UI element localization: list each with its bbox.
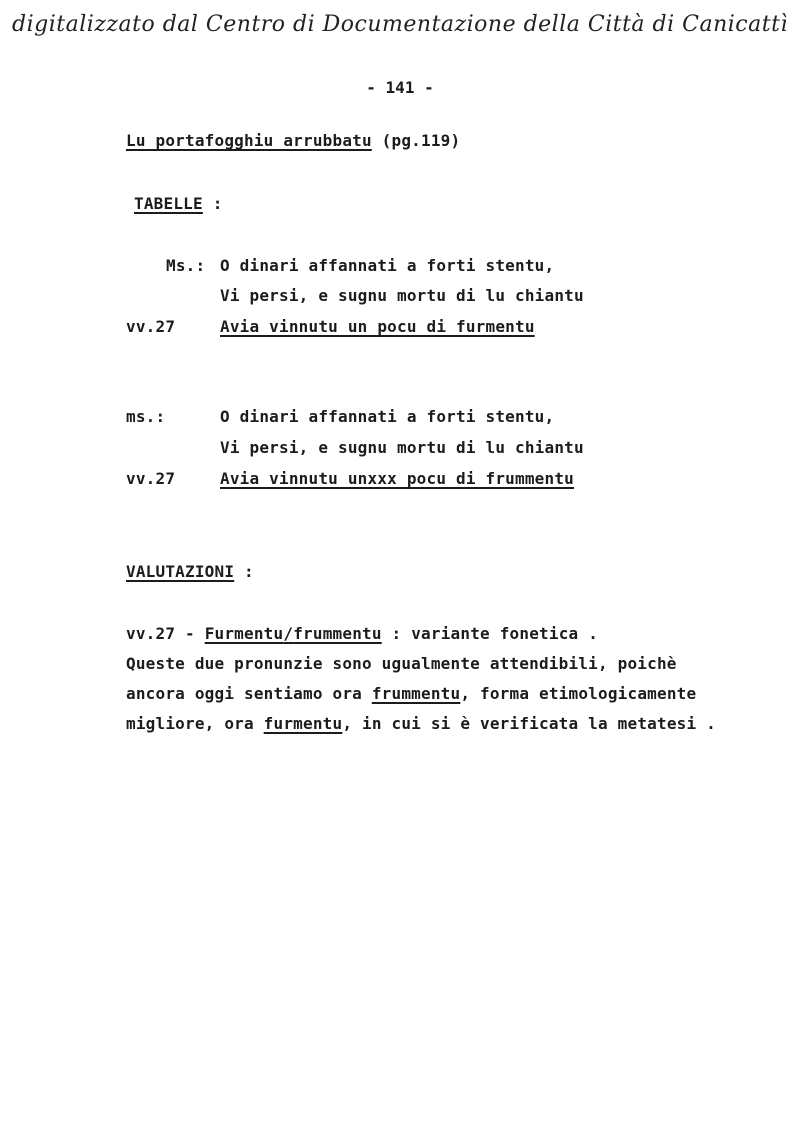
block2-line3 xyxy=(220,469,574,488)
valutazioni-line4 xyxy=(126,714,716,733)
valutazioni-line3 xyxy=(126,684,696,703)
valutazioni-rest: : variante fonetica . xyxy=(391,624,599,643)
valutazioni-line3-word: frummentu xyxy=(371,684,461,703)
block2-line3-end: pocu di frummentu xyxy=(397,469,574,488)
valutazioni-line2: Queste due pronunzie sono ugualmente attendibili, poichè xyxy=(126,654,677,673)
valutazioni-word2: frummentu xyxy=(293,624,382,643)
title-reference: (pg.119) xyxy=(381,131,461,150)
block2-verse-label: vv.27 xyxy=(126,469,176,488)
block1-verse-label: vv.27 xyxy=(126,317,176,336)
watermark: digitalizzato dal Centro di Documentazione della Città di Canicattì xyxy=(12,12,788,37)
block1-line3: Avia vinnutu un pocu di furmentu xyxy=(220,317,535,336)
valutazioni-verse-label: vv.27 - xyxy=(126,624,195,643)
document-title xyxy=(126,131,460,150)
block1-line2: Vi persi, e sugnu mortu di lu chiantu xyxy=(220,286,584,305)
tabelle-label: TABELLE xyxy=(134,194,203,213)
page-number: - 141 - xyxy=(366,78,434,97)
title-text: Lu portafogghiu arrubbatu xyxy=(126,131,372,150)
valutazioni-line3-start: ancora oggi sentiamo ora xyxy=(126,684,372,703)
valutazioni-colon: : xyxy=(244,562,254,581)
block2-line3-start: Avia vinnutu un xyxy=(220,469,368,488)
block2-line1: O dinari affannati a forti stentu, xyxy=(220,407,555,426)
tabelle-colon: : xyxy=(212,194,223,213)
block1-line1: O dinari affannati a forti stentu, xyxy=(220,256,555,275)
valutazioni-word1: Furmentu xyxy=(204,624,284,643)
block1-label: Ms.: xyxy=(166,256,206,275)
block2-strikeout: xxx xyxy=(367,469,397,488)
valutazioni-line3-end: , forma etimologicamente xyxy=(460,684,697,703)
valutazioni-line4-end: , in cui si è verificata la metatesi . xyxy=(342,714,716,733)
valutazioni-line1 xyxy=(126,624,598,643)
block2-label: ms.: xyxy=(126,407,166,426)
section-heading-tabelle xyxy=(134,194,223,213)
section-heading-valutazioni xyxy=(126,562,254,581)
valutazioni-line4-word: furmentu xyxy=(263,714,343,733)
block2-line2: Vi persi, e sugnu mortu di lu chiantu xyxy=(220,438,584,457)
valutazioni-slash: / xyxy=(283,624,294,643)
valutazioni-line4-start: migliore, ora xyxy=(126,714,264,733)
valutazioni-label: VALUTAZIONI xyxy=(126,562,235,581)
